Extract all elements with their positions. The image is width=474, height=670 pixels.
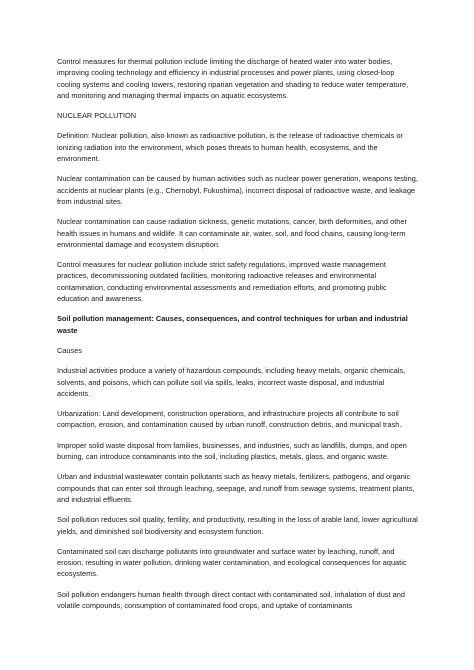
nuclear-pollution-section-title: NUCLEAR POLLUTION	[57, 111, 137, 121]
human-health-paragraph: Soil pollution endangers human health through direct contact with contaminated soil, inhalation of dust and volatile compounds, consumption of contaminated food crops, and uptake of contaminants	[57, 589, 405, 610]
solid-waste-paragraph: Improper solid waste disposal from families, businesses, and industries, such as landfills, dumps, and open burning, can introduce contaminants into the soil, including plastics, metals, glass, and organic waste.	[57, 440, 407, 462]
soil-pollution-heading: Soil pollution management: Causes, consequences, and control techniques for urban and industrial waste	[57, 314, 408, 335]
nuclear-definition-paragraph: Definition: Nuclear pollution, also known as radioactive pollution, is the release of radioactive chemicals or ionizing radiation into the environment, which poses threats to human health, ecosystems, and the environment.	[57, 131, 403, 164]
nuclear-control-paragraph: Control measures for nuclear pollution include strict safety regulations, improved waste management practices, decommissioning outdated facilities, monitoring radioactive releases and environmental contamination, conducting environmental assessments and remediation efforts, and promoting public education and awareness.	[57, 260, 387, 304]
nuclear-causes-paragraph: Nuclear contamination can be caused by human activities such as nuclear power generation, weapons testing, accidents at nuclear plants (e.g., Chernobyl, Fukushima), incorrect disposal of radioactive waste, and leakage from industrial sites.	[57, 174, 418, 206]
wastewater-paragraph: Urban and industrial wastewater contain pollutants such as heavy metals, fertilizers, pathogens, and organic compounds that can enter soil through leaching, seepage, and runoff from sewage systems, treatment plants, and industrial effluents.	[57, 472, 415, 504]
document-body	[57, 56, 419, 620]
causes-subheading: Causes	[57, 345, 83, 355]
soil-quality-paragraph: Soil pollution reduces soil quality, fertility, and productivity, resulting in the loss of arable land, lower agricultural yields, and diminished soil biodiversity and ecosystem function.	[57, 515, 418, 536]
water-contamination-paragraph: Contaminated soil can discharge pollutants into groundwater and surface water by leaching, runoff, and erosion, resulting in water pollution, drinking water contamination, and ecological consequences for aquatic ecosystems.	[57, 546, 407, 579]
nuclear-effects-paragraph: Nuclear contamination can cause radiation sickness, genetic mutations, cancer, birth deformities, and other health issues in humans and wildlife. It can contaminate air, water, soil, and food chains, causing long-term environmental damage and ecosystem disruption.	[57, 217, 407, 249]
industrial-activities-paragraph: Industrial activities produce a variety of hazardous compounds, including heavy metals, organic chemicals, solvents, and poisons, which can pollute soil via spills, leaks, incorrect waste disposal, and industrial accidents.	[57, 366, 406, 398]
thermal-control-paragraph: Control measures for thermal pollution include limiting the discharge of heated water into water bodies, improving cooling technology and efficiency in industrial processes and power plants, using closed-loop cooling systems and cooling towers, restoring riparian vegetation and shading to reduce water temperature, and monitoring and managing thermal impacts on aquatic ecosystems.	[57, 57, 409, 100]
urbanization-paragraph: Urbanization: Land development, construction operations, and infrastructure projects all contribute to soil compaction, erosion, and contamination caused by urban runoff, construction debris, and municipal trash.	[57, 409, 402, 430]
